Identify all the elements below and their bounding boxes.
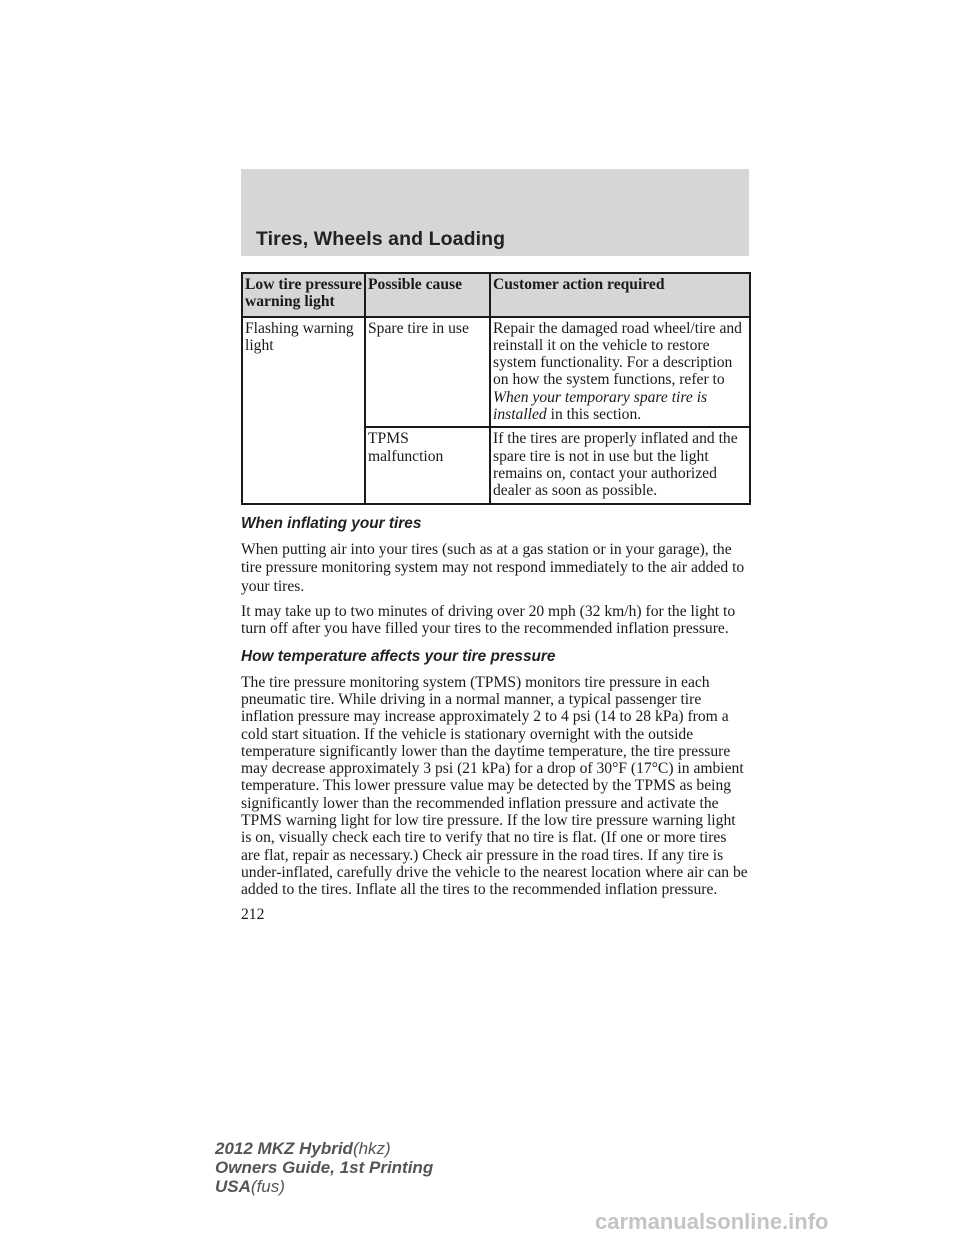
customer-action-cell <box>490 317 750 428</box>
document-footer <box>215 1139 433 1196</box>
footer-line <box>215 1139 433 1158</box>
action-text: Repair the damaged road wheel/tire and reinstall it on the vehicle to restore system functionality. For a description on how the system functions, refer to <box>493 319 742 389</box>
footer-market-code: (fus) <box>250 1177 285 1196</box>
page-content <box>241 272 749 923</box>
footer-model-code: (hkz) <box>352 1139 391 1158</box>
footer-line <box>215 1177 433 1196</box>
cross-reference-text: When your temporary spare tire is installed <box>493 388 708 424</box>
section-heading: How temperature affects your tire pressure <box>241 647 556 665</box>
table-header-cell: Low tire pressure warning light <box>242 273 365 317</box>
customer-action-cell: If the tires are properly inflated and the spare tire is not in use but the light remains on, contact your authorized dealer as soon as possible. <box>490 427 750 503</box>
table-row <box>242 317 750 428</box>
table-header-row <box>242 273 750 317</box>
page-number: 212 <box>241 905 265 923</box>
footer-printing: Owners Guide, 1st Printing <box>215 1158 434 1177</box>
warning-light-cell: Flashing warning light <box>242 317 365 504</box>
possible-cause-cell: TPMS malfunction <box>365 427 490 503</box>
tpms-warning-table <box>241 272 751 505</box>
table-header-cell: Possible cause <box>365 273 490 317</box>
possible-cause-cell: Spare tire in use <box>365 317 490 428</box>
section-heading: When inflating your tires <box>241 514 422 532</box>
body-paragraph: It may take up to two minutes of driving over 20 mph (32 km/h) for the light to turn off after you have filled your tires to the recommended inflation pressure. <box>241 603 736 638</box>
body-paragraph: The tire pressure monitoring system (TPMS) monitors tire pressure in each pneumatic tire. While driving in a normal manner, a typical passenger tire inflation pressure may increase approximately 2 to 4 psi (14 to 28 kPa) from a cold start situation. If the vehicle is stationary overnight with the outside temperature significantly lower than the daytime temperature, the tire pressure may decrease approximately 3 psi (21 kPa) for a drop of 30°F (17°C) in ambient temperature. This lower pressure value may be detected by the TPMS as being significantly lower than the recommended inflation pressure and activate the TPMS warning light for low tire pressure. If the low tire pressure warning light is on, visually check each tire to verify that no tire is flat. (If one or more tires are flat, repair as necessary.) Check air pressure in the road tires. If any tire is under-inflated, carefully drive the vehicle to the nearest location where air can be added to the tires. Inflate all the tires to the recommended inflation pressure. <box>241 673 748 899</box>
watermark-text: carmanualsonline.info <box>595 1209 829 1234</box>
body-paragraph: When putting air into your tires (such as at a gas station or in your garage), the tire pressure monitoring system may not respond immediately to the air added to your tires. <box>241 540 745 595</box>
table-header-cell: Customer action required <box>490 273 750 317</box>
action-text: in this section. <box>550 406 642 424</box>
section-title: Tires, Wheels and Loading <box>256 228 506 250</box>
footer-model: 2012 MKZ Hybrid <box>215 1139 353 1158</box>
footer-market: USA <box>215 1177 251 1196</box>
